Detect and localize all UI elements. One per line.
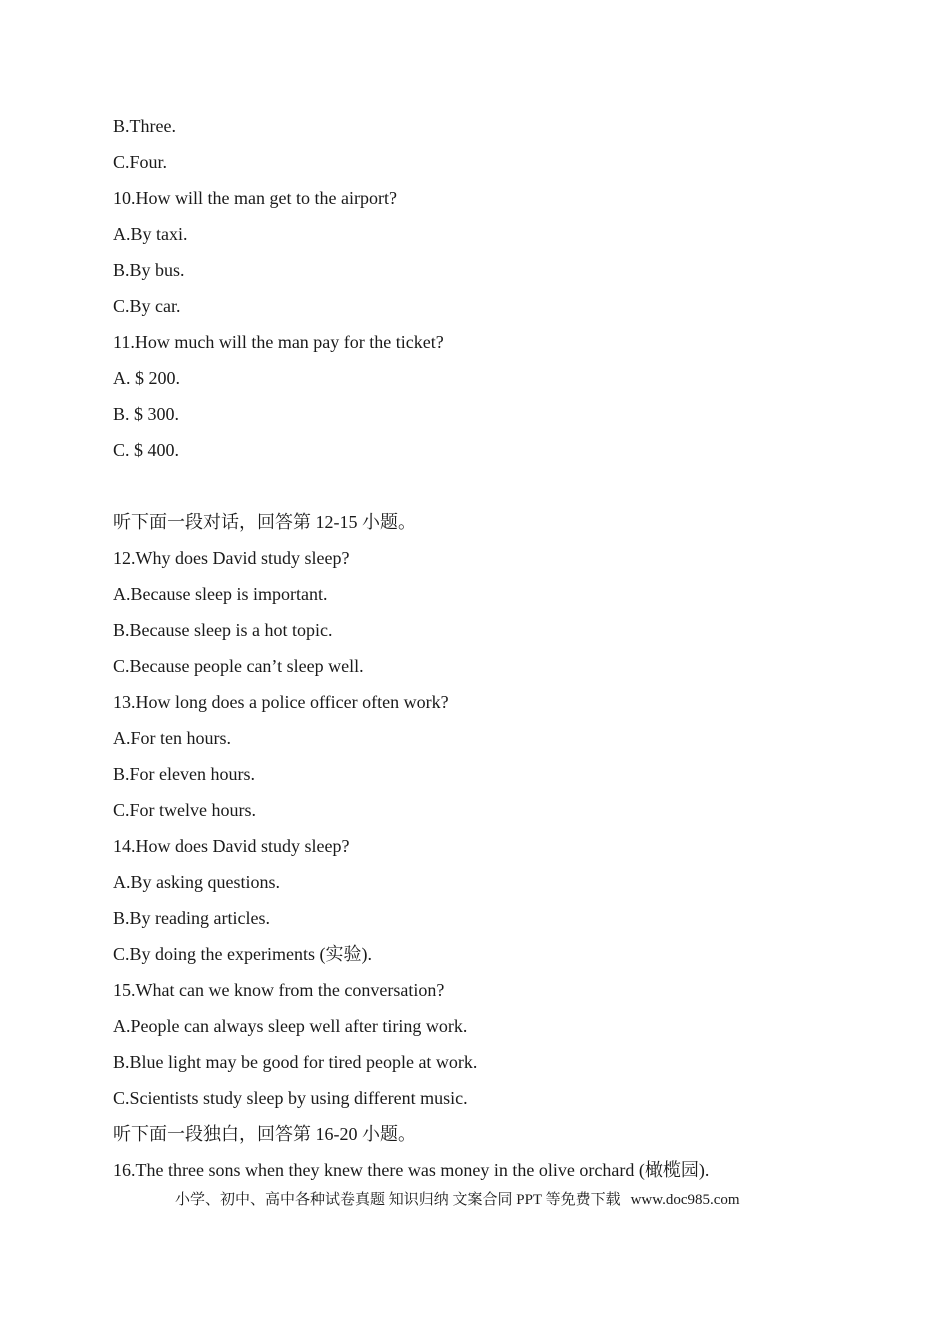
option-line: B.For eleven hours.	[113, 764, 255, 784]
option-line: B.Because sleep is a hot topic.	[113, 620, 333, 640]
footer-site-link[interactable]: www.doc985.com	[630, 1192, 740, 1208]
option-line: A.People can always sleep well after tiring work.	[113, 1016, 468, 1036]
option-line: C.Scientists study sleep by using different music.	[113, 1088, 468, 1108]
option-line: B.Three.	[113, 116, 176, 136]
option-line: A. $ 200.	[113, 368, 180, 388]
page-footer	[175, 1190, 740, 1210]
option-line: C. $ 400.	[113, 440, 180, 460]
option-line: A.By taxi.	[113, 224, 188, 244]
question-line: 11.How much will the man pay for the ticket?	[113, 332, 444, 352]
footer-text: 小学、初中、高中各种试卷真题 知识归纳 文案合同 PPT 等免费下载	[175, 1192, 621, 1208]
option-line: B.Blue light may be good for tired people at work.	[113, 1052, 478, 1072]
question-line: 13.How long does a police officer often work?	[113, 692, 449, 712]
section-gap	[113, 474, 893, 510]
option-line: B. $ 300.	[113, 404, 180, 424]
option-line: A.By asking questions.	[113, 872, 281, 892]
question-line: 10.How will the man get to the airport?	[113, 188, 397, 208]
option-line: B.By bus.	[113, 260, 185, 280]
section-instruction: 听下面一段对话，回答第 12-15 小题。	[113, 512, 416, 532]
question-line: 14.How does David study sleep?	[113, 836, 350, 856]
option-line: C.By doing the experiments (实验).	[113, 944, 372, 964]
section-instruction: 听下面一段独白，回答第 16-20 小题。	[113, 1124, 416, 1144]
option-line: C.Four.	[113, 152, 168, 172]
option-line: C.By car.	[113, 296, 181, 316]
option-line: B.By reading articles.	[113, 908, 270, 928]
question-text-block	[113, 114, 893, 1194]
option-line: A.Because sleep is important.	[113, 584, 328, 604]
option-line: C.Because people can’t sleep well.	[113, 656, 364, 676]
option-line: A.For ten hours.	[113, 728, 231, 748]
question-line: 12.Why does David study sleep?	[113, 548, 350, 568]
question-line: 16.The three sons when they knew there was money in the olive orchard (橄榄园).	[113, 1160, 710, 1180]
question-line: 15.What can we know from the conversation?	[113, 980, 445, 1000]
option-line: C.For twelve hours.	[113, 800, 256, 820]
